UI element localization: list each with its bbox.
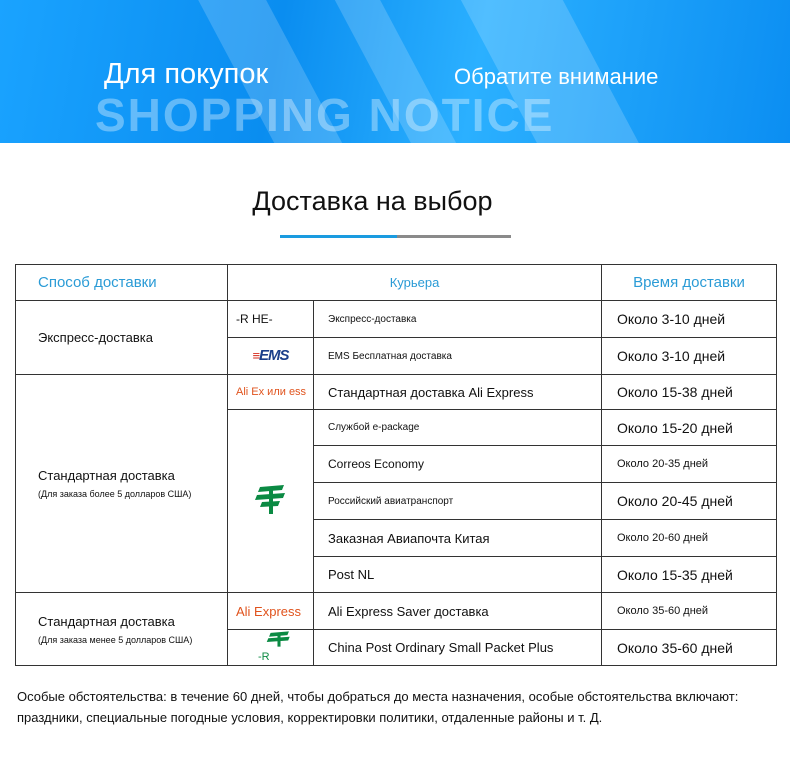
delivery-time: Около 20-60 дней (602, 520, 777, 557)
table-row (16, 301, 777, 338)
delivery-time: Около 35-60 дней (602, 630, 777, 666)
title-underline-accent (280, 235, 397, 238)
method-label: Стандартная доставка (38, 613, 175, 629)
delivery-time: Около 35-60 дней (602, 593, 777, 630)
method-label: Стандартная доставка (38, 468, 175, 483)
china-post-logo (228, 410, 314, 593)
china-post-logo-text: -R (258, 650, 270, 663)
courier-name: Службой e-package (314, 410, 602, 446)
method-standard-over5 (16, 375, 228, 593)
courier-name: China Post Ordinary Small Packet Plus (314, 630, 602, 666)
special-circumstances-note: Особые обстоятельства: в течение 60 дней, чтобы добраться до места назначения, особые обстоятельства включают: праздники, специальные погодные условия, корректировки политики, отдаленные районы и т. Д. (17, 689, 739, 725)
courier-name: Ali Express Saver доставка (314, 593, 602, 630)
delivery-time: Около 20-45 дней (602, 483, 777, 520)
delivery-time: Около 3-10 дней (602, 301, 777, 338)
shipping-table (15, 264, 777, 666)
china-post-logo-small (228, 630, 314, 666)
table-row (16, 375, 777, 410)
delivery-time: Около 15-38 дней (602, 375, 777, 410)
ems-logo-text: EMS (259, 347, 289, 364)
top-banner (0, 0, 790, 143)
banner-watermark: SHOPPING NOTICE (95, 89, 555, 141)
china-post-icon (254, 483, 288, 515)
header-method: Способ доставки (16, 265, 228, 301)
aliexpress-logo-text: Ali Express (228, 593, 314, 630)
courier-name: Correos Economy (314, 446, 602, 483)
courier-name: Экспресс-доставка (314, 301, 602, 338)
table-header-row (16, 265, 777, 301)
banner-title-left: Для покупок (104, 58, 269, 90)
method-sublabel: (Для заказа менее 5 долларов США) (38, 634, 193, 645)
section-title: Доставка на выбор (252, 186, 493, 216)
courier-name: Российский авиатранспорт (314, 483, 602, 520)
delivery-time: Около 3-10 дней (602, 338, 777, 375)
delivery-time: Около 20-35 дней (602, 446, 777, 483)
header-courier: Курьера (228, 265, 602, 301)
courier-logo-text: -R HE- (228, 301, 314, 338)
ems-wing-icon: ≡ (252, 348, 260, 363)
courier-name: Post NL (314, 557, 602, 593)
title-underline (280, 235, 511, 238)
banner-title-right: Обратите внимание (454, 64, 659, 89)
method-standard-under5 (16, 593, 228, 666)
header-time: Время доставки (602, 265, 777, 301)
delivery-time: Около 15-20 дней (602, 410, 777, 446)
delivery-time: Около 15-35 дней (602, 557, 777, 593)
method-express: Экспресс-доставка (16, 301, 228, 375)
method-sublabel: (Для заказа более 5 долларов США) (38, 489, 192, 499)
china-post-icon (266, 631, 292, 647)
courier-name: Стандартная доставка Ali Express (314, 375, 602, 410)
courier-name: Заказная Авиапочта Китая (314, 520, 602, 557)
table-row (16, 593, 777, 630)
courier-name: EMS Бесплатная доставка (314, 338, 602, 375)
ems-logo (228, 338, 314, 375)
aliexpress-logo-text: Ali Ex или ess (228, 375, 314, 410)
